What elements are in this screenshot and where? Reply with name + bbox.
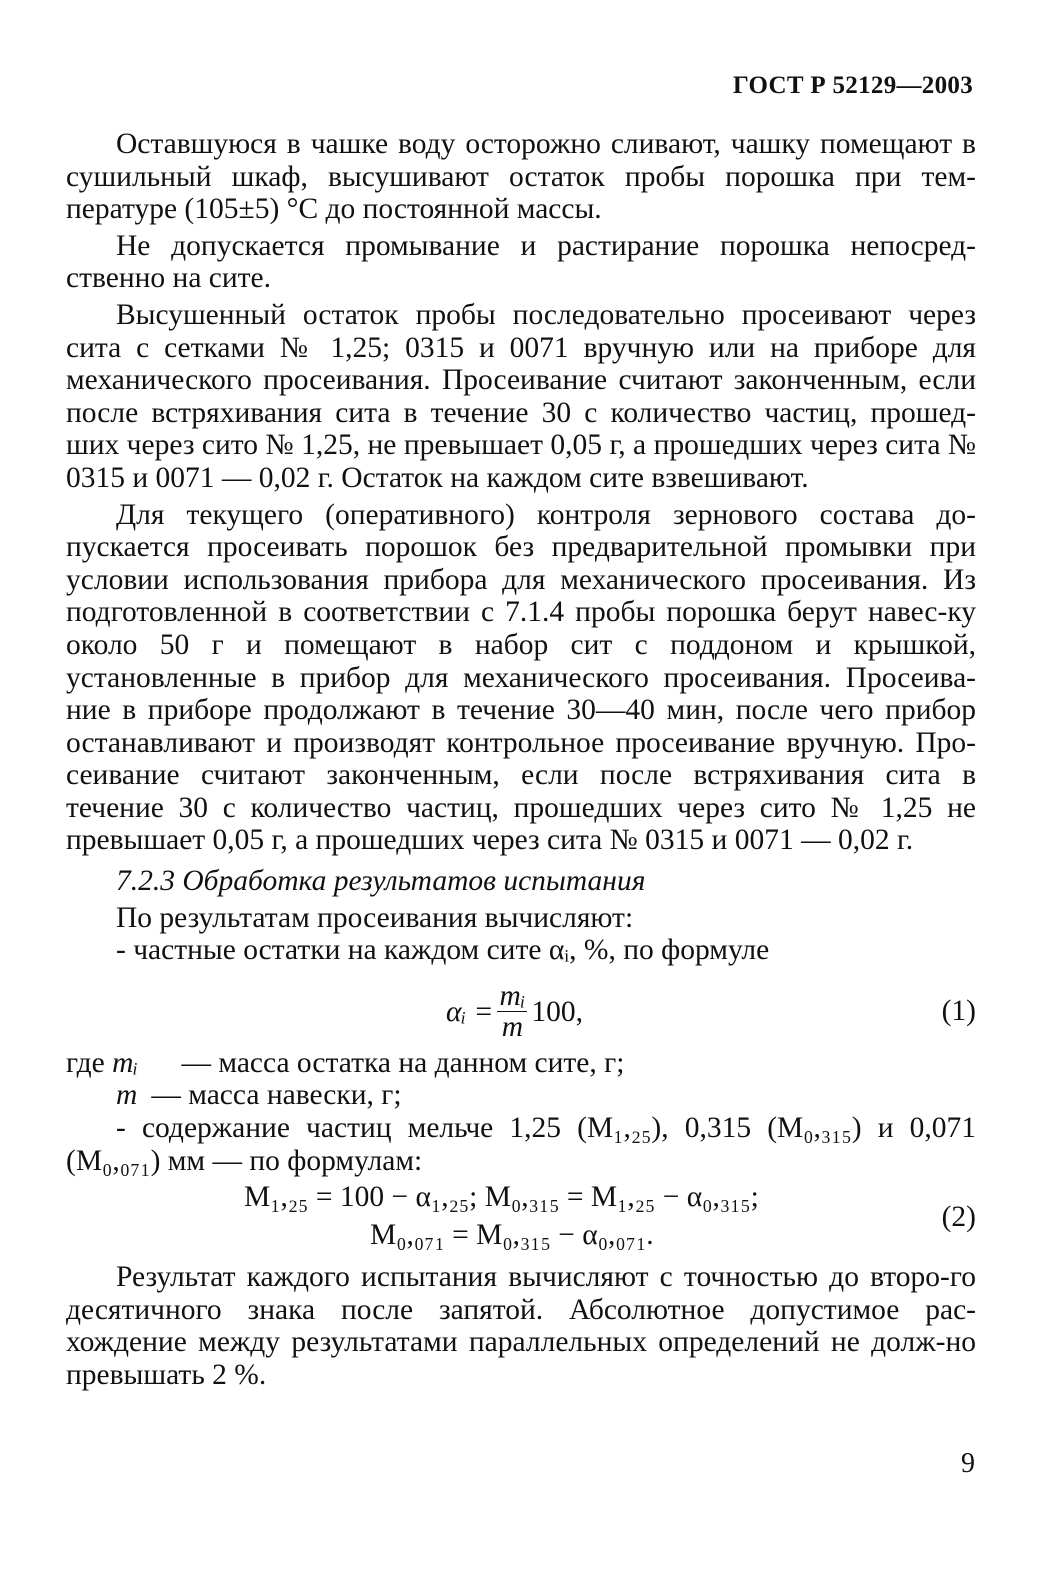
where-line-2 [116, 1079, 976, 1112]
formula-2-number: (2) [941, 1201, 976, 1234]
paragraph-operational-control: Для текущего (оперативного) контроля зернового состава до-пускается просеивать порошок без предварительной промывки при условии использования прибора для механического просеивания. Из подготовленной в соответствии с 7.1.4 пробы порошка берут навес-ку около 50 г и помещают в набор сит с поддоном и крышкой, установленные в прибор для механического просеивания. Просеива-ние в приборе продолжают в течение 30—40 мин, после чего прибор останавливают и производят контрольное просеивание вручную. Про-сеивание считают законченным, если после встряхивания сита в течение 30 с количество частиц, прошедших через сито № 1,25 не превышает 0,05 г, а прошедших через сита № 0315 и 0071 — 0,02 г. [66, 498, 976, 857]
document-header: ГОСТ Р 52129—2003 [732, 72, 973, 99]
where-text-m: — масса навески, г; [151, 1079, 402, 1112]
formula-1-fraction [497, 981, 527, 1042]
paragraph-particle-content: - содержание частиц мельче 1,25 (M₁,₂₅), 0,315 (M₀,₃₁₅) и 0,071 (M₀,₀₇₁) мм — по формулам: [66, 1112, 976, 1177]
formula-1 [66, 977, 976, 1047]
formula-1-number: (1) [941, 994, 976, 1027]
paragraph-result-accuracy: Результат каждого испытания вычисляют с точностью до второ-го десятичного знака после запятой. Абсолютное допустимое рас-хождение между результатами параллельных определений не долж-но превышать 2 %. [66, 1261, 976, 1391]
paragraph-partial-residues: - частные остатки на каждом сите αᵢ, %, по формуле [116, 934, 770, 967]
where-line-1 [66, 1047, 976, 1080]
formula-1-numerator: mᵢ [499, 980, 526, 1013]
where-var-m: m [116, 1079, 138, 1112]
formula-2-row-1: M₁,₂₅ = 100 − α₁,₂₅; M₀,₃₁₅ = M₁,₂₅ − α₀,₃₁₅; [244, 1181, 759, 1214]
where-var-mi: mᵢ [112, 1046, 139, 1079]
paragraph-sieving: Высушенный остаток пробы последовательно просеивают через сита с сетками № 1,25; 0315 и 0071 вручную или на приборе для механического просеивания. Просеивание считают законченным, если после встряхивания сита в течение 30 с количество частиц, прошед-ших через сито № 1,25, не превышает 0,05 г, а прошедших через сита № 0315 и 0071 — 0,02 г. Остаток на каждом сите взвешивают. [66, 298, 976, 494]
formula-1-rhs: 100, [531, 995, 584, 1028]
document-body [66, 128, 976, 1396]
paragraph-no-washing: Не допускается промывание и растирание порошка непосред-ственно на сите. [66, 229, 976, 295]
paragraph-calculate: По результатам просеивания вычисляют: [116, 901, 634, 934]
page-number: 9 [961, 1448, 975, 1479]
formula-1-lhs: αᵢ = [446, 995, 494, 1028]
paragraph-drying: Оставшуюся в чашке воду осторожно сливают, чашку помещают в сушильный шкаф, высушивают остаток пробы порошка при тем-пературе (105±5) °С до постоянной массы. [66, 128, 976, 226]
where-prefix: где [66, 1046, 105, 1079]
section-title: 7.2.3 Обработка результатов испытания [116, 865, 646, 898]
formula-2 [66, 1181, 976, 1261]
formula-2-row-2: M₀,₀₇₁ = M₀,₃₁₅ − α₀,₀₇₁. [370, 1219, 654, 1252]
formula-1-expression [446, 977, 583, 1047]
formula-1-denominator: m [501, 1011, 524, 1044]
where-text-mi: — масса остатка на данном сите, г; [181, 1046, 625, 1079]
